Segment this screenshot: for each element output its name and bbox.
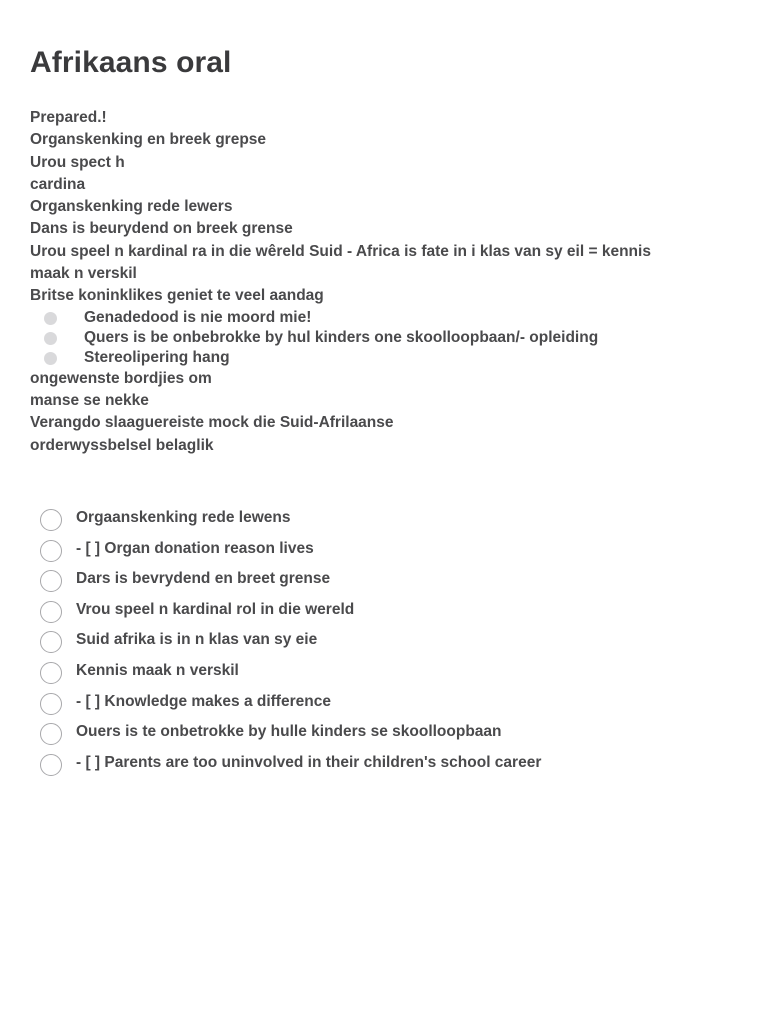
- text-line[interactable]: Dans is beurydend on breek grense: [30, 220, 293, 238]
- checklist-text[interactable]: - [ ] Organ donation reason lives: [76, 539, 314, 557]
- text-line[interactable]: Britse koninklikes geniet te veel aandag: [30, 287, 324, 305]
- bullet-item[interactable]: [30, 348, 730, 368]
- checklist-item: [40, 596, 740, 627]
- checklist-item: [40, 565, 740, 596]
- text-line[interactable]: ongewenste bordjies om: [30, 369, 212, 387]
- text-line[interactable]: maak n verskil: [30, 265, 137, 283]
- bullet-text: Genadedood is nie moord mie!: [84, 308, 312, 326]
- bullet-dot-icon: [44, 312, 57, 325]
- checklist-text[interactable]: Orgaanskenking rede lewens: [76, 509, 291, 526]
- checklist-item: [40, 688, 740, 719]
- unchecked-circle-icon[interactable]: [40, 754, 62, 776]
- checklist-item: [40, 718, 740, 749]
- checklist-text[interactable]: - [ ] Parents are too uninvolved in their children's school career: [76, 753, 542, 771]
- unchecked-circle-icon[interactable]: [40, 693, 62, 715]
- text-line[interactable]: cardina: [30, 175, 86, 193]
- checklist-item: [40, 657, 740, 688]
- text-line[interactable]: Organskenking en breek grepse: [30, 131, 267, 149]
- checklist-text[interactable]: Ouers is te onbetrokke by hulle kinders se skoolloopbaan: [76, 723, 502, 741]
- bullet-text: Quers is be onbebrokke by hul kinders one skoolloopbaan/- opleiding: [84, 328, 599, 346]
- bullet-item[interactable]: [30, 328, 730, 348]
- text-line[interactable]: manse se nekke: [30, 391, 149, 409]
- unchecked-circle-icon[interactable]: [40, 509, 62, 531]
- bullet-dot-icon: [44, 332, 57, 345]
- checklist-item: [40, 626, 740, 657]
- text-line[interactable]: Verangdo slaaguereiste mock die Suid-Afrilaanse: [30, 414, 394, 432]
- checklist-item: [40, 535, 740, 566]
- bullet-item[interactable]: [30, 308, 730, 328]
- unchecked-circle-icon[interactable]: [40, 570, 62, 592]
- bullet-list: [30, 308, 730, 368]
- text-line[interactable]: Prepared.!: [30, 109, 107, 126]
- unchecked-circle-icon[interactable]: [40, 540, 62, 562]
- unchecked-circle-icon[interactable]: [40, 631, 62, 653]
- checklist-text[interactable]: - [ ] Knowledge makes a difference: [76, 692, 331, 710]
- unchecked-circle-icon[interactable]: [40, 662, 62, 684]
- text-line[interactable]: Urou spect h: [30, 153, 125, 171]
- page-title: Afrikaans oral: [30, 46, 232, 79]
- checklist-text[interactable]: Suid afrika is in n klas van sy eie: [76, 631, 318, 649]
- checklist-text[interactable]: Kennis maak n verskil: [76, 661, 239, 679]
- bullet-text: Stereolipering hang: [84, 348, 230, 366]
- checklist-text[interactable]: Vrou speel n kardinal rol in die wereld: [76, 600, 355, 618]
- text-line[interactable]: orderwyssbelsel belaglik: [30, 436, 214, 454]
- checklist-item: [40, 504, 740, 535]
- text-line[interactable]: Organskenking rede lewers: [30, 198, 233, 216]
- checklist-text[interactable]: Dars is bevrydend en breet grense: [76, 570, 331, 588]
- note-body: [30, 107, 730, 457]
- checklist: [40, 504, 740, 779]
- unchecked-circle-icon[interactable]: [40, 723, 62, 745]
- bullet-dot-icon: [44, 352, 57, 365]
- text-line[interactable]: Urou speel n kardinal ra in die wêreld Suid - Africa is fate in i klas van sy eil = kennis: [30, 242, 651, 260]
- unchecked-circle-icon[interactable]: [40, 601, 62, 623]
- checklist-item: [40, 749, 740, 780]
